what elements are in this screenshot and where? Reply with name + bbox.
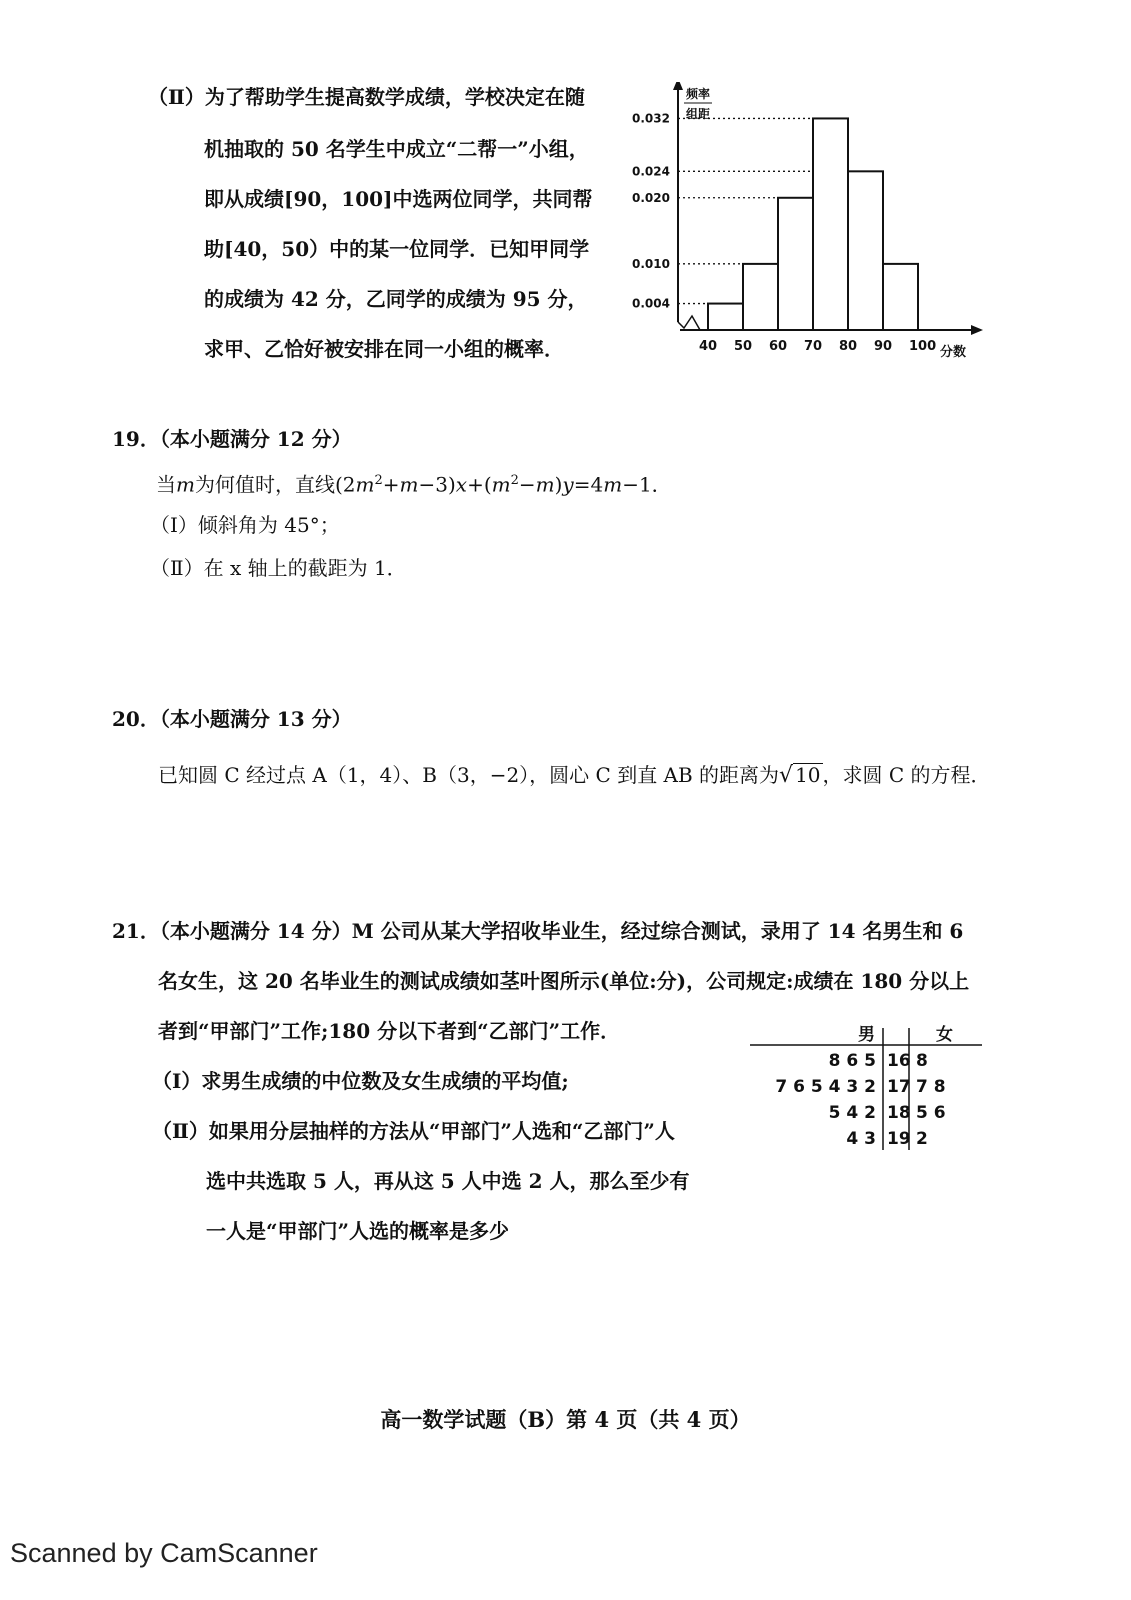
q19-var-m: m bbox=[603, 472, 623, 497]
q19-op: ) bbox=[554, 472, 563, 497]
q19-var-m: m bbox=[355, 472, 375, 497]
q21-part1: （Ⅰ）求男生成绩的中位数及女生成绩的平均值; bbox=[152, 1069, 569, 1093]
histogram-x-tick-labels bbox=[699, 339, 936, 354]
q19-exponent: 2 bbox=[510, 473, 519, 488]
histogram-bar bbox=[813, 118, 848, 330]
histogram-y-tick-label: 0.024 bbox=[632, 164, 670, 179]
histogram-x-label: 分数 bbox=[940, 345, 967, 360]
q19-var-y: y bbox=[562, 472, 574, 497]
histogram-y-tick-label: 0.004 bbox=[632, 296, 670, 311]
q19-op: +( bbox=[467, 472, 492, 497]
stem-leaf-male-label: 男 bbox=[858, 1025, 875, 1045]
histogram-x-tick-label: 40 bbox=[699, 339, 718, 354]
histogram-y-tick-label: 0.010 bbox=[632, 256, 670, 271]
stem-leaf-female-leaves: 8 bbox=[916, 1051, 928, 1071]
histogram-bar bbox=[708, 304, 743, 330]
histogram-y-label-bottom: 组距 bbox=[686, 107, 711, 121]
q19-part2: （Ⅱ）在 x 轴上的截距为 1． bbox=[150, 556, 407, 580]
sqrt-sign: √ bbox=[779, 763, 794, 788]
q20-stem bbox=[158, 762, 991, 789]
q19-stem bbox=[156, 468, 672, 498]
q18-part2-line-5: 的成绩为 42 分，乙同学的成绩为 95 分， bbox=[204, 287, 588, 311]
q19-op: − bbox=[518, 472, 536, 497]
q18-part2-line-1: （Ⅱ）为了帮助学生提高数学成绩，学校决定在随 bbox=[148, 85, 585, 109]
q21-line-3: 者到“甲部门”工作;180 分以下者到“乙部门”工作． bbox=[158, 1019, 621, 1043]
stem-leaf-stem: 18 bbox=[887, 1103, 911, 1123]
stem-leaf-stem: 17 bbox=[887, 1077, 911, 1097]
stem-leaf-male-leaves: 8 6 5 bbox=[828, 1051, 876, 1071]
q19-stem-pre: 当 bbox=[156, 472, 176, 497]
stem-leaf-female-leaves: 7 8 bbox=[916, 1077, 946, 1097]
q19-op: + bbox=[382, 472, 400, 497]
histogram-axis-break bbox=[678, 316, 700, 330]
histogram-x-tick-label: 50 bbox=[734, 339, 753, 354]
stem-leaf-plot bbox=[740, 1018, 990, 1158]
q19-part1: （Ⅰ）倾斜角为 45°； bbox=[150, 513, 340, 537]
q20-stem-end: ，求圆 C 的方程． bbox=[822, 763, 991, 787]
q19-stem-mid: 为何值时，直线(2 bbox=[194, 472, 356, 497]
frequency-histogram bbox=[628, 82, 988, 372]
q21-line-1: 21．（本小题满分 14 分）M 公司从某大学招收毕业生，经过综合测试，录用了 14 名男生和 6 bbox=[112, 919, 964, 943]
stem-leaf-male-leaves: 4 3 bbox=[846, 1129, 876, 1149]
stem-leaf-male-leaves: 7 6 5 4 3 2 bbox=[775, 1077, 876, 1097]
histogram-x-tick-label: 100 bbox=[909, 339, 937, 354]
histogram-bar bbox=[743, 264, 778, 330]
q19-header: 19．（本小题满分 12 分） bbox=[112, 427, 352, 451]
q21-part2-line-3: 一人是“甲部门”人选的概率是多少 bbox=[206, 1219, 510, 1243]
histogram-y-label-top: 频率 bbox=[686, 87, 711, 101]
stem-leaf-male-leaves: 5 4 2 bbox=[828, 1103, 876, 1123]
q19-op: −3) bbox=[418, 472, 456, 497]
histogram-bar bbox=[848, 171, 883, 330]
stem-leaf-stem: 19 bbox=[887, 1129, 911, 1149]
page-footer: 高一数学试题（B）第 4 页（共 4 页） bbox=[380, 1407, 751, 1432]
q20-sqrt-radicand: 10 bbox=[795, 763, 821, 787]
q19-var-m: m bbox=[535, 472, 555, 497]
stem-leaf-female-label: 女 bbox=[936, 1025, 953, 1045]
stem-leaf-stem: 16 bbox=[887, 1051, 911, 1071]
q20-header: 20．（本小题满分 13 分） bbox=[112, 707, 352, 731]
q18-part2-line-6: 求甲、乙恰好被安排在同一小组的概率． bbox=[204, 337, 564, 361]
scanner-watermark: Scanned by CamScanner bbox=[10, 1538, 318, 1568]
histogram-x-tick-label: 90 bbox=[874, 339, 893, 354]
q18-part2-line-3: 即从成绩[90，100]中选两位同学，共同帮 bbox=[204, 187, 593, 211]
q20-stem-text: 已知圆 C 经过点 A（1，4）、B（3，−2），圆心 C 到直 AB 的距离为 bbox=[158, 763, 780, 787]
q19-var-m: m bbox=[491, 472, 511, 497]
q19-op: =4 bbox=[573, 472, 604, 497]
q18-part2-line-2: 机抽取的 50 名学生中成立“二帮一”小组， bbox=[204, 137, 589, 161]
stem-leaf-rows bbox=[775, 1051, 945, 1149]
histogram-x-tick-label: 70 bbox=[804, 339, 823, 354]
q19-var-x: x bbox=[455, 472, 468, 497]
q19-op: −1． bbox=[622, 472, 672, 497]
histogram-y-axis-arrow bbox=[673, 82, 683, 90]
histogram-y-tick-label: 0.020 bbox=[632, 190, 670, 205]
histogram-x-tick-label: 60 bbox=[769, 339, 788, 354]
q18-part2-line-4: 助[40，50）中的某一位同学．已知甲同学 bbox=[204, 237, 590, 261]
histogram-y-tick-label: 0.032 bbox=[632, 111, 670, 126]
histogram-bar bbox=[883, 264, 918, 330]
q21-line-2: 名女生，这 20 名毕业生的测试成绩如茎叶图所示(单位:分)，公司规定:成绩在 180 分以上 bbox=[158, 969, 970, 993]
stem-leaf-female-leaves: 2 bbox=[916, 1129, 928, 1149]
q19-exponent: 2 bbox=[374, 473, 383, 488]
stem-leaf-female-leaves: 5 6 bbox=[916, 1103, 946, 1123]
histogram-bars bbox=[708, 118, 918, 330]
q21-part2-line-1: （Ⅱ）如果用分层抽样的方法从“甲部门”人选和“乙部门”人 bbox=[152, 1119, 675, 1143]
histogram-x-axis-arrow bbox=[971, 325, 983, 335]
histogram-bar bbox=[778, 198, 813, 330]
histogram-y-tick-labels bbox=[632, 111, 670, 310]
q21-part2-line-2: 选中共选取 5 人，再从这 5 人中选 2 人，那么至少有 bbox=[206, 1169, 690, 1193]
q19-var-m: m bbox=[399, 472, 419, 497]
histogram-x-tick-label: 80 bbox=[839, 339, 858, 354]
q19-var-m: m bbox=[176, 472, 195, 497]
